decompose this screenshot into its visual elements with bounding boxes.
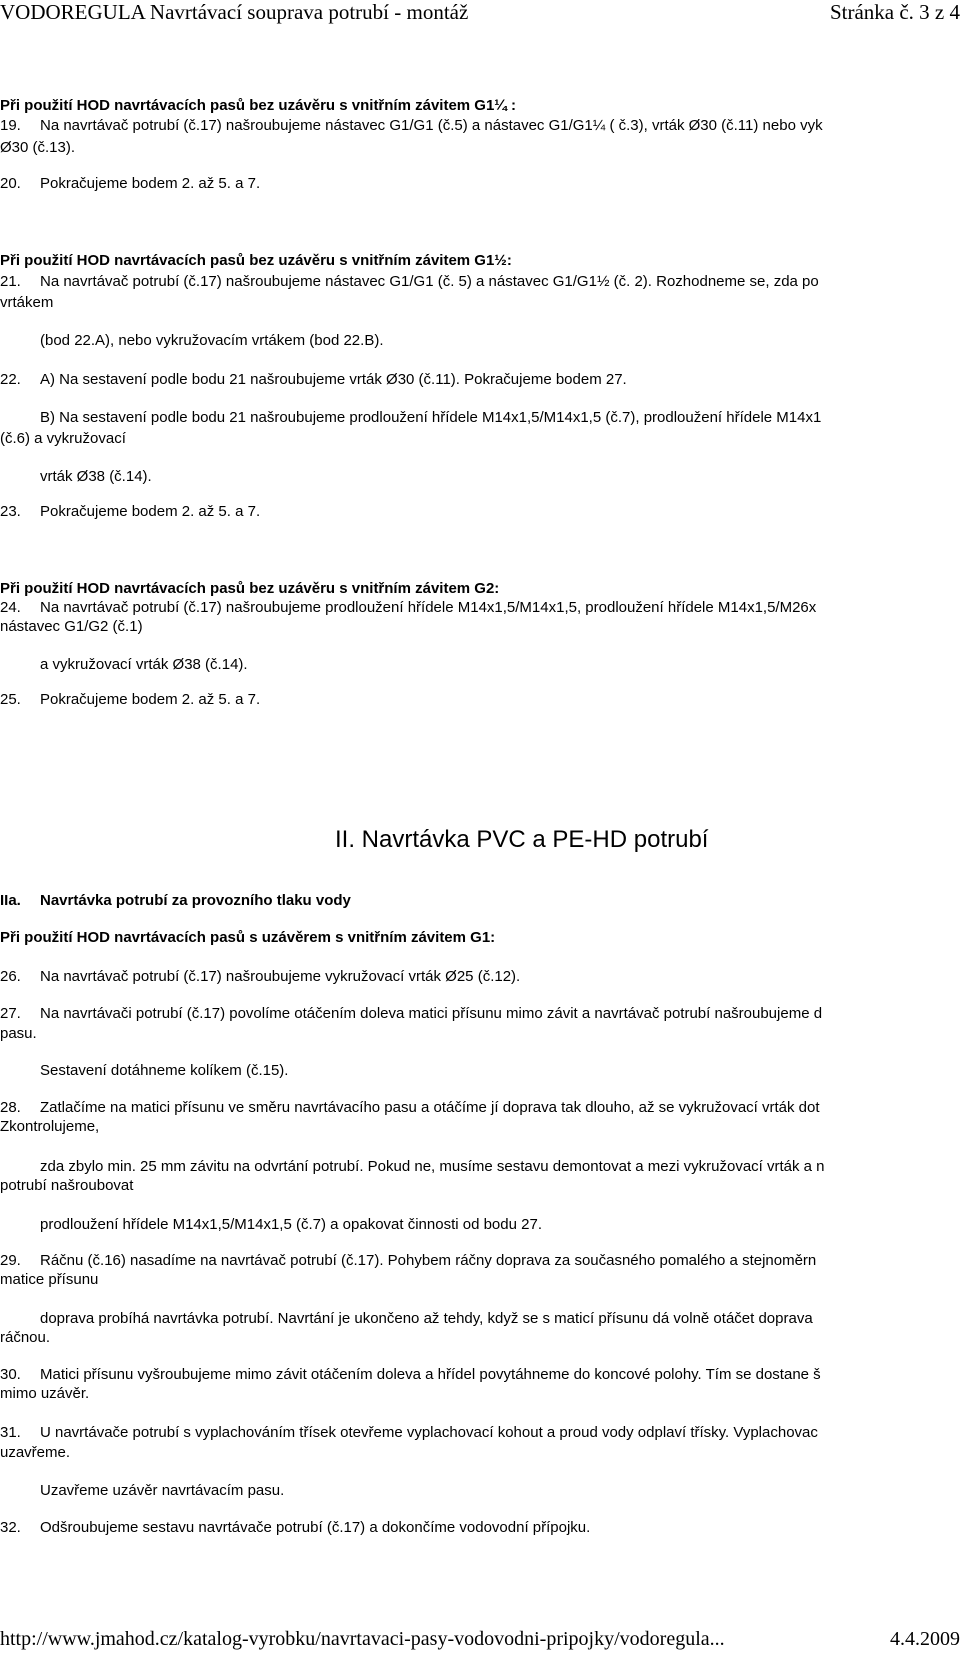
step-25-number: 25.: [0, 691, 21, 708]
step-24-text: Na navrtávač potrubí (č.17) našroubujeme prodloužení hřídele M14x1,5/M14x1,5, prodloužení hřídele M14x1,5/M26x: [40, 599, 817, 616]
step-31-continuation-2: Uzavřeme uzávěr navrtávacím pasu.: [40, 1482, 285, 1499]
step-25: [0, 690, 260, 710]
step-22b-continuation-2: vrták Ø38 (č.14).: [40, 468, 152, 485]
subsection-iia-number: IIa.: [0, 892, 21, 909]
step-22b-text: B) Na sestavení podle bodu 21 našroubujeme prodloužení hřídele M14x1,5/M14x1,5 (č.7), prodloužení hřídele M14x1: [40, 409, 822, 426]
step-28: [0, 1098, 820, 1118]
step-30-number: 30.: [0, 1366, 21, 1383]
step-29-number: 29.: [0, 1252, 21, 1269]
step-27-continuation: pasu.: [0, 1025, 37, 1042]
section-heading-g2: Při použití HOD navrtávacích pasů bez uzávěru s vnitřním závitem G2:: [0, 580, 500, 597]
step-19-text: Na navrtávač potrubí (č.17) našroubujeme nástavec G1/G1 (č.5) a nástavec G1/G1¼ ( č.3), vrták Ø30 (č.11) nebo vyk: [40, 117, 823, 134]
step-24-number: 24.: [0, 599, 21, 616]
step-19-continuation: Ø30 (č.13).: [0, 139, 76, 156]
step-21-continuation: vrtákem: [0, 294, 54, 311]
step-23-number: 23.: [0, 503, 21, 520]
subsection-iia: [0, 891, 351, 911]
step-21-continuation-2: (bod 22.A), nebo vykružovacím vrtákem (bod 22.B).: [40, 332, 384, 349]
step-25-text: Pokračujeme bodem 2. až 5. a 7.: [40, 691, 261, 708]
step-26-text: Na navrtávač potrubí (č.17) našroubujeme vykružovací vrták Ø25 (č.12).: [40, 968, 521, 985]
step-22b-continuation: (č.6) a vykružovací: [0, 430, 126, 447]
step-24-continuation-2: a vykružovací vrták Ø38 (č.14).: [40, 656, 248, 673]
step-29: [0, 1251, 816, 1271]
step-24: [0, 598, 816, 618]
step-31-continuation: uzavřeme.: [0, 1444, 71, 1461]
step-30-continuation: mimo uzávěr.: [0, 1385, 90, 1402]
step-28-continuation-2: zda zbylo min. 25 mm závitu na odvrtání potrubí. Pokud ne, musíme sestavu demontovat a mezi vykružovací vrták a n: [40, 1158, 825, 1175]
step-20-text: Pokračujeme bodem 2. až 5. a 7.: [40, 175, 261, 192]
step-32: [0, 1518, 590, 1538]
step-28-continuation: Zkontrolujeme,: [0, 1118, 100, 1135]
section-heading-g1-quarter: Při použití HOD navrtávacích pasů bez uzávěru s vnitřním závitem G1¼ :: [0, 97, 516, 114]
step-23: [0, 502, 260, 522]
step-32-number: 32.: [0, 1519, 21, 1536]
step-28-continuation-3: potrubí našroubovat: [0, 1177, 134, 1194]
step-26: [0, 967, 520, 987]
page-header: [0, 0, 960, 30]
step-21-number: 21.: [0, 273, 21, 290]
step-27-number: 27.: [0, 1005, 21, 1022]
page-footer: [0, 1628, 960, 1654]
step-19: [0, 116, 823, 136]
footer-url: http://www.jmahod.cz/katalog-vyrobku/navrtavaci-pasy-vodovodni-pripojky/vodoregula...: [0, 1628, 725, 1650]
step-26-number: 26.: [0, 968, 21, 985]
step-31-number: 31.: [0, 1424, 21, 1441]
section-heading-g1-half: Při použití HOD navrtávacích pasů bez uzávěru s vnitřním závitem G1½:: [0, 252, 512, 269]
step-28-number: 28.: [0, 1099, 21, 1116]
step-28-continuation-4: prodloužení hřídele M14x1,5/M14x1,5 (č.7) a opakovat činnosti od bodu 27.: [40, 1216, 542, 1233]
step-28-text: Zatlačíme na matici přísunu ve směru navrtávacího pasu a otáčíme jí doprava tak dlouho, až se vykružovací vrták dot: [40, 1099, 820, 1116]
step-29-continuation-3: ráčnou.: [0, 1329, 51, 1346]
subsection-iia-title: Navrtávka potrubí za provozního tlaku vody: [40, 892, 351, 909]
step-30-text: Matici přísunu vyšroubujeme mimo závit otáčením doleva a hřídel povytáhneme do koncové polohy. Tím se dostane š: [40, 1366, 821, 1383]
step-27-continuation-2: Sestavení dotáhneme kolíkem (č.15).: [40, 1062, 289, 1079]
step-20-number: 20.: [0, 175, 21, 192]
step-24-continuation: nástavec G1/G2 (č.1): [0, 618, 143, 635]
step-21-text: Na navrtávač potrubí (č.17) našroubujeme nástavec G1/G1 (č. 5) a nástavec G1/G1½ (č. 2). Rozhodneme se, zda po: [40, 273, 819, 290]
step-19-number: 19.: [0, 117, 21, 134]
step-29-continuation-2: doprava probíhá navrtávka potrubí. Navrtání je ukončeno až tehdy, když se s maticí přísunu dá volně otáčet doprava: [40, 1310, 813, 1327]
part-2-title: II. Navrtávka PVC a PE-HD potrubí: [335, 826, 709, 853]
step-32-text: Odšroubujeme sestavu navrtávače potrubí (č.17) a dokončíme vodovodní přípojku.: [40, 1519, 591, 1536]
step-21: [0, 272, 819, 292]
step-31-text: U navrtávače potrubí s vyplachováním třísek otevřeme vyplachovací kohout a proud vody odplaví třísky. Vyplachovac: [40, 1424, 818, 1441]
step-20: [0, 174, 260, 194]
section-heading-g1-closure: Při použití HOD navrtávacích pasů s uzávěrem s vnitřním závitem G1:: [0, 929, 496, 946]
step-29-text: Ráčnu (č.16) nasadíme na navrtávač potrubí (č.17). Pohybem ráčny doprava za současného pomalého a stejnoměrn: [40, 1252, 817, 1269]
step-22a-text: A) Na sestavení podle bodu 21 našroubujeme vrták Ø30 (č.11). Pokračujeme bodem 27.: [40, 371, 627, 388]
step-22a: [0, 370, 627, 390]
header-title: VODOREGULA Navrtávací souprava potrubí - montáž: [0, 0, 469, 24]
step-29-continuation: matice přísunu: [0, 1271, 99, 1288]
step-30: [0, 1365, 821, 1385]
step-27-text: Na navrtávači potrubí (č.17) povolíme otáčením doleva matici přísunu mimo závit a navrtávač potrubí našroubujeme d: [40, 1005, 823, 1022]
footer-date: 4.4.2009: [890, 1628, 960, 1650]
step-22-number: 22.: [0, 371, 21, 388]
step-27: [0, 1004, 822, 1024]
step-31: [0, 1423, 818, 1443]
step-23-text: Pokračujeme bodem 2. až 5. a 7.: [40, 503, 261, 520]
header-page-number: Stránka č. 3 z 4: [829, 0, 960, 24]
